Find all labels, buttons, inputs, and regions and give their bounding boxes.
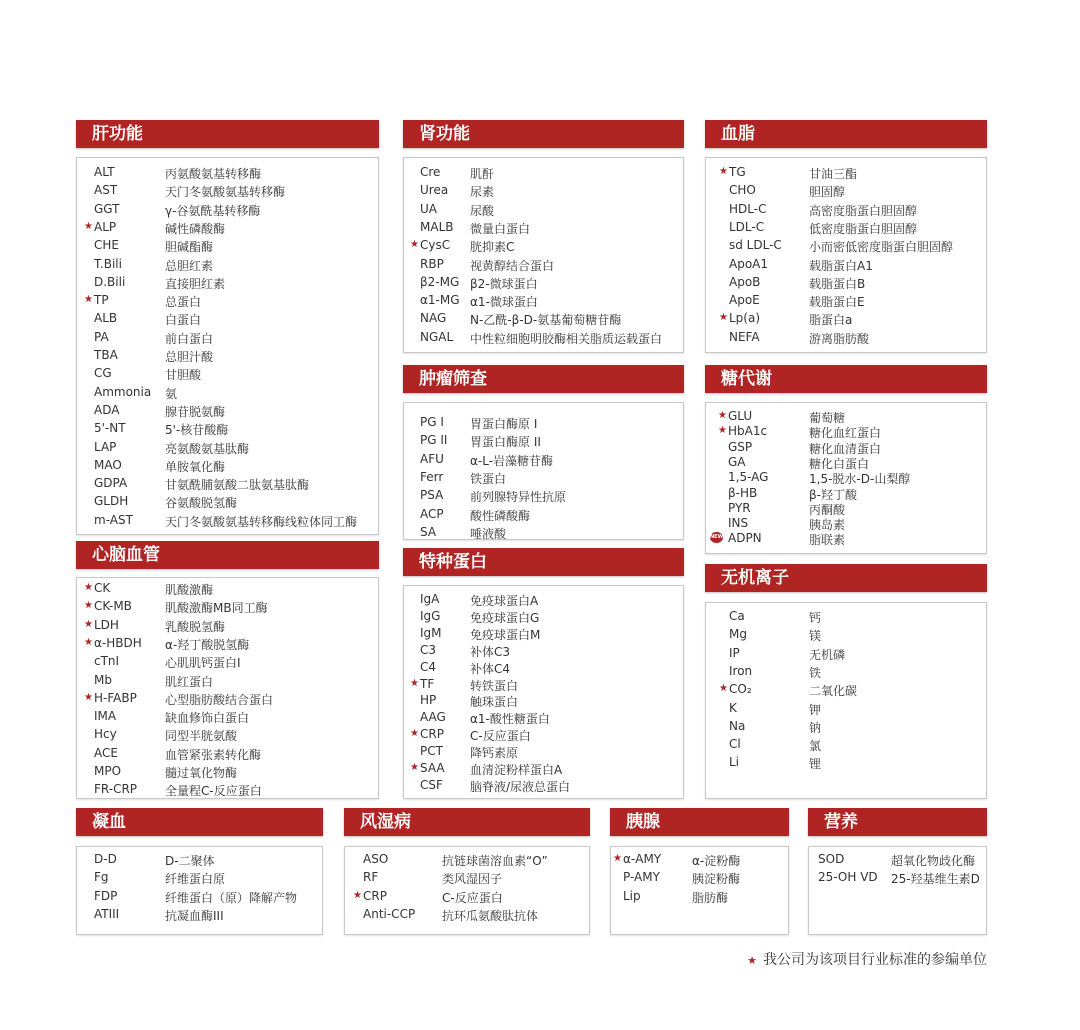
- section-header: 心脑血管: [76, 541, 379, 569]
- item-name: 1,5-脱水-D-山梨醇: [809, 472, 911, 487]
- item-abbreviation: RBP: [420, 256, 444, 271]
- item-name: 丙酮酸: [809, 502, 846, 517]
- item-abbreviation: CO₂: [729, 682, 752, 697]
- section-header: 肾功能: [403, 120, 684, 148]
- item-abbreviation: Lip: [623, 888, 641, 903]
- star-icon: ★: [410, 239, 419, 251]
- item-name: 尿酸: [470, 203, 495, 218]
- star-icon: ★: [410, 677, 419, 689]
- item-name: 游离脂肪酸: [809, 331, 870, 346]
- item-abbreviation: GSP: [728, 439, 753, 454]
- item-abbreviation: β2-MG: [420, 274, 460, 289]
- star-icon: ★: [719, 683, 728, 695]
- item-name: 超氧化物歧化酶: [891, 854, 976, 868]
- item-abbreviation: CRP: [363, 888, 387, 903]
- footer-note: [747, 949, 987, 969]
- item-abbreviation: CRP: [420, 727, 444, 742]
- section-list: [403, 157, 684, 353]
- star-icon: ★: [747, 954, 757, 967]
- item-name: 血管紧张素转化酶: [165, 747, 262, 762]
- item-abbreviation: CG: [94, 366, 112, 381]
- item-name: N-乙酰-β-D-氨基葡萄糖苷酶: [470, 313, 622, 328]
- item-abbreviation: AAG: [420, 710, 446, 725]
- item-name: 钠: [809, 720, 822, 735]
- item-name: 亮氨酸氨基肽酶: [165, 441, 250, 456]
- item-abbreviation: Anti-CCP: [363, 906, 416, 921]
- star-icon: ★: [84, 582, 93, 593]
- item-abbreviation: MPO: [94, 764, 122, 778]
- item-name: 同型半胱氨酸: [165, 729, 238, 744]
- star-icon: ★: [719, 166, 728, 177]
- item-abbreviation: Ammonia: [94, 384, 152, 399]
- item-abbreviation: SOD: [818, 852, 845, 866]
- item-name: 抗凝血酶III: [165, 908, 224, 923]
- item-abbreviation: HP: [420, 693, 437, 708]
- item-abbreviation: β-HB: [728, 485, 758, 500]
- item-abbreviation: Urea: [420, 183, 449, 198]
- item-name: D-二聚体: [165, 854, 215, 868]
- item-name: 前列腺特异性抗原: [470, 490, 567, 505]
- item-name: 总蛋白: [165, 295, 202, 310]
- item-abbreviation: α-HBDH: [94, 635, 142, 650]
- item-name: 白蛋白: [165, 313, 202, 328]
- item-abbreviation: SA: [420, 524, 437, 539]
- item-name: 载脂蛋白B: [809, 276, 866, 291]
- item-name: 胆碱酯酶: [165, 240, 214, 255]
- item-name: 肌酸激酶MB同工酶: [165, 601, 268, 616]
- item-name: 脂肪酶: [692, 890, 729, 905]
- item-name: 5'-核苷酸酶: [165, 423, 229, 438]
- item-name: 天门冬氨酸氨基转移酶: [165, 185, 286, 200]
- item-abbreviation: UA: [420, 201, 437, 216]
- star-icon: ★: [84, 636, 93, 648]
- item-name: 总胆红素: [165, 258, 214, 273]
- item-name: β-羟丁酸: [809, 487, 857, 502]
- item-abbreviation: FR-CRP: [94, 782, 138, 797]
- item-name: 胰岛素: [809, 518, 846, 533]
- section-list: [610, 846, 789, 935]
- item-abbreviation: CHE: [94, 238, 119, 253]
- item-name: 视黄醇结合蛋白: [470, 258, 555, 273]
- star-icon: ★: [718, 410, 727, 421]
- item-name: α-L-岩藻糖苷酶: [470, 453, 554, 468]
- item-abbreviation: Mb: [94, 672, 112, 687]
- item-abbreviation: HDL-C: [729, 201, 767, 216]
- item-abbreviation: T.Bili: [94, 256, 122, 271]
- item-name: 补体C3: [470, 644, 511, 659]
- item-abbreviation: m-AST: [94, 512, 133, 527]
- item-abbreviation: ADPN: [728, 531, 762, 546]
- item-abbreviation: IgM: [420, 625, 442, 640]
- item-abbreviation: NEFA: [729, 329, 760, 344]
- item-name: 糖化血红蛋白: [809, 426, 882, 441]
- item-abbreviation: ACE: [94, 745, 118, 760]
- section-header: 营养: [808, 808, 987, 836]
- item-name: γ-谷氨酰基转移酶: [165, 203, 261, 218]
- item-name: 缺血修饰白蛋白: [165, 711, 250, 726]
- item-abbreviation: ASO: [363, 852, 389, 866]
- item-abbreviation: GLU: [728, 409, 753, 423]
- item-name: 脑脊液/尿液总蛋白: [470, 779, 571, 794]
- item-abbreviation: RF: [363, 870, 379, 885]
- item-abbreviation: CSF: [420, 777, 443, 792]
- item-abbreviation: CK-MB: [94, 599, 132, 614]
- item-name: C-反应蛋白: [470, 729, 531, 744]
- item-name: 胱抑素C: [470, 240, 515, 255]
- item-name: 免疫球蛋白M: [470, 627, 541, 642]
- section-header: 肝功能: [76, 120, 379, 148]
- item-abbreviation: 5'-NT: [94, 421, 126, 436]
- item-abbreviation: SAA: [420, 761, 445, 775]
- item-name: 胆固醇: [809, 185, 846, 200]
- item-abbreviation: GGT: [94, 201, 120, 216]
- star-icon: ★: [719, 312, 728, 324]
- section-header: 肿瘤筛查: [403, 365, 684, 393]
- item-abbreviation: CK: [94, 581, 111, 595]
- item-abbreviation: IgA: [420, 592, 440, 606]
- section-list: [705, 602, 987, 799]
- item-name: 肌酐: [470, 167, 495, 181]
- item-name: 纤维蛋白原: [165, 872, 226, 887]
- section-list: [705, 157, 987, 353]
- item-name: C-反应蛋白: [442, 890, 503, 905]
- item-name: 二氧化碳: [809, 684, 858, 699]
- item-name: 葡萄糖: [809, 411, 846, 425]
- section-list: [403, 402, 684, 540]
- item-abbreviation: Ca: [729, 609, 745, 623]
- section-list: [76, 157, 379, 535]
- item-abbreviation: NGAL: [420, 329, 454, 344]
- item-name: 触珠蛋白: [470, 695, 519, 710]
- item-abbreviation: LDH: [94, 617, 119, 632]
- item-name: 胃蛋白酶原 I: [470, 417, 538, 431]
- item-name: 类风湿因子: [442, 872, 503, 887]
- item-name: 肌红蛋白: [165, 674, 214, 689]
- item-abbreviation: D-D: [94, 852, 117, 866]
- item-name: 胃蛋白酶原 II: [470, 435, 541, 450]
- item-abbreviation: Li: [729, 755, 740, 770]
- item-name: 25-羟基维生素D: [891, 872, 980, 887]
- item-name: 血清淀粉样蛋白A: [470, 763, 563, 777]
- star-icon: ★: [613, 853, 622, 864]
- item-abbreviation: Mg: [729, 627, 747, 642]
- item-abbreviation: Hcy: [94, 727, 117, 742]
- item-name: 天门冬氨酸氨基转移酶线粒体同工酶: [165, 514, 358, 529]
- item-name: 直接胆红素: [165, 276, 226, 291]
- item-name: 全量程C-反应蛋白: [165, 784, 262, 799]
- star-icon: ★: [353, 889, 362, 901]
- item-abbreviation: Cl: [729, 737, 741, 752]
- item-abbreviation: IgG: [420, 608, 441, 623]
- item-abbreviation: ADA: [94, 402, 120, 417]
- item-abbreviation: Iron: [729, 663, 753, 678]
- item-name: 补体C4: [470, 661, 511, 676]
- item-name: 心肌肌钙蛋白I: [165, 656, 241, 671]
- star-icon: ★: [410, 728, 419, 740]
- item-name: 转铁蛋白: [470, 678, 519, 693]
- star-icon: ★: [718, 425, 727, 437]
- item-abbreviation: PCT: [420, 744, 443, 759]
- item-abbreviation: C3: [420, 642, 437, 657]
- item-abbreviation: LAP: [94, 439, 117, 454]
- section-list: [403, 585, 684, 799]
- item-name: 胰淀粉酶: [692, 872, 741, 887]
- item-abbreviation: 1,5-AG: [728, 470, 769, 485]
- item-name: 脂蛋白a: [809, 313, 853, 328]
- star-icon: ★: [410, 762, 419, 773]
- item-abbreviation: IP: [729, 645, 740, 660]
- section-header: 无机离子: [705, 564, 987, 592]
- item-abbreviation: TF: [420, 676, 435, 691]
- item-abbreviation: PG I: [420, 415, 444, 429]
- item-abbreviation: cTnI: [94, 654, 120, 669]
- item-abbreviation: ACP: [420, 506, 444, 521]
- item-abbreviation: MALB: [420, 219, 454, 234]
- item-abbreviation: ALB: [94, 311, 118, 326]
- item-name: 甘氨酰脯氨酸二肽氨基肽酶: [165, 478, 310, 493]
- item-name: 低密度脂蛋白胆固醇: [809, 221, 918, 236]
- item-abbreviation: GA: [728, 454, 746, 469]
- item-name: α1-酸性糖蛋白: [470, 712, 550, 727]
- item-abbreviation: PA: [94, 329, 109, 344]
- section-header: 特种蛋白: [403, 548, 684, 576]
- section-list: [808, 846, 987, 935]
- item-abbreviation: PYR: [728, 500, 751, 515]
- item-name: 抗环瓜氨酸肽抗体: [442, 908, 539, 923]
- item-abbreviation: Ferr: [420, 469, 444, 484]
- section-header: 风湿病: [344, 808, 590, 836]
- item-abbreviation: D.Bili: [94, 274, 126, 289]
- item-abbreviation: sd LDL-C: [729, 238, 782, 253]
- item-name: 钾: [809, 702, 822, 717]
- section-list: [344, 846, 590, 935]
- item-name: 钙: [809, 611, 822, 625]
- item-name: 降钙素原: [470, 746, 519, 761]
- item-abbreviation: INS: [728, 516, 749, 531]
- item-name: 髓过氧化物酶: [165, 766, 238, 780]
- item-name: 抗链球菌溶血素“O”: [442, 854, 548, 868]
- item-name: α-淀粉酶: [692, 854, 741, 868]
- new-badge-icon: NEW: [710, 532, 723, 543]
- section-header: 胰腺: [610, 808, 789, 836]
- item-name: 氯: [809, 739, 822, 754]
- item-name: 载脂蛋白E: [809, 295, 865, 310]
- item-name: 腺苷脱氨酶: [165, 404, 226, 419]
- item-abbreviation: PG II: [420, 433, 448, 448]
- item-abbreviation: AFU: [420, 451, 444, 466]
- item-abbreviation: MAO: [94, 457, 122, 472]
- item-abbreviation: CHO: [729, 183, 756, 198]
- item-name: 乳酸脱氢酶: [165, 619, 226, 634]
- item-name: 铁蛋白: [470, 471, 507, 486]
- star-icon: ★: [84, 691, 93, 703]
- item-name: 甘油三酯: [809, 167, 858, 181]
- item-name: 心型脂肪酸结合蛋白: [165, 692, 274, 707]
- item-name: 中性粒细胞明胶酶相关脂质运载蛋白: [470, 331, 663, 346]
- item-name: 单胺氧化酶: [165, 459, 226, 474]
- item-name: 免疫球蛋白A: [470, 594, 539, 608]
- item-name: 载脂蛋白A1: [809, 258, 873, 273]
- item-abbreviation: 25-OH VD: [818, 870, 878, 885]
- item-name: 酸性磷酸酶: [470, 508, 531, 523]
- item-name: 总胆汁酸: [165, 350, 214, 364]
- item-name: α-羟丁酸脱氢酶: [165, 637, 250, 652]
- item-name: 谷氨酸脱氢酶: [165, 496, 238, 511]
- section-list: [705, 402, 987, 554]
- item-abbreviation: AST: [94, 183, 118, 198]
- item-name: α1-微球蛋白: [470, 295, 538, 310]
- item-abbreviation: LDL-C: [729, 219, 765, 234]
- item-name: 唾液酸: [470, 526, 507, 541]
- item-name: 甘胆酸: [165, 368, 202, 383]
- item-name: 铁: [809, 665, 822, 680]
- item-abbreviation: Lp(a): [729, 311, 761, 326]
- item-name: 高密度脂蛋白胆固醇: [809, 203, 918, 218]
- item-abbreviation: ApoE: [729, 293, 760, 308]
- item-abbreviation: TP: [94, 293, 109, 308]
- item-name: β2-微球蛋白: [470, 276, 538, 291]
- item-abbreviation: TBA: [94, 348, 118, 362]
- star-icon: ★: [84, 220, 93, 232]
- item-abbreviation: CysC: [420, 238, 451, 253]
- item-name: 微量白蛋白: [470, 221, 531, 236]
- item-abbreviation: H-FABP: [94, 690, 137, 705]
- item-name: 糖化白蛋白: [809, 456, 870, 471]
- star-icon: ★: [84, 618, 93, 630]
- item-abbreviation: GLDH: [94, 494, 129, 509]
- item-name: 镁: [809, 629, 822, 644]
- section-list: [76, 577, 379, 799]
- item-abbreviation: ALT: [94, 165, 115, 179]
- item-abbreviation: Na: [729, 718, 746, 733]
- item-abbreviation: K: [729, 700, 737, 715]
- item-name: 碱性磷酸酶: [165, 221, 226, 236]
- item-abbreviation: FDP: [94, 888, 118, 903]
- item-name: 尿素: [470, 185, 495, 200]
- item-abbreviation: GDPA: [94, 476, 128, 491]
- item-name: 脂联素: [809, 533, 846, 548]
- item-abbreviation: ApoB: [729, 274, 761, 289]
- item-abbreviation: ATIII: [94, 906, 120, 921]
- item-abbreviation: α1-MG: [420, 293, 460, 308]
- item-name: 免疫球蛋白G: [470, 610, 540, 625]
- item-abbreviation: IMA: [94, 709, 117, 724]
- item-name: 锂: [809, 757, 822, 772]
- item-name: 肌酸激酶: [165, 583, 214, 597]
- section-header: 血脂: [705, 120, 987, 148]
- section-header: 糖代谢: [705, 365, 987, 393]
- item-name: 纤维蛋白（原）降解产物: [165, 890, 298, 905]
- item-abbreviation: ALP: [94, 219, 117, 234]
- item-abbreviation: TG: [729, 165, 746, 179]
- item-abbreviation: C4: [420, 659, 437, 674]
- item-abbreviation: Fg: [94, 870, 109, 885]
- item-abbreviation: P-AMY: [623, 870, 660, 885]
- item-name: 小而密低密度脂蛋白胆固醇: [809, 240, 954, 255]
- item-abbreviation: PSA: [420, 488, 444, 503]
- item-abbreviation: ApoA1: [729, 256, 769, 271]
- star-icon: ★: [84, 600, 93, 612]
- section-header: 凝血: [76, 808, 323, 836]
- star-icon: ★: [84, 294, 93, 306]
- item-name: 糖化血清蛋白: [809, 441, 882, 456]
- item-name: 丙氨酸氨基转移酶: [165, 167, 262, 181]
- item-abbreviation: α-AMY: [623, 852, 662, 866]
- footer-text: 我公司为该项目行业标准的参编单位: [763, 952, 987, 968]
- item-abbreviation: Cre: [420, 165, 441, 179]
- item-abbreviation: HbA1c: [728, 424, 768, 439]
- section-list: [76, 846, 323, 935]
- item-name: 无机磷: [809, 647, 846, 662]
- item-abbreviation: NAG: [420, 311, 447, 326]
- item-name: 前白蛋白: [165, 331, 214, 346]
- item-name: 氨: [165, 386, 178, 401]
